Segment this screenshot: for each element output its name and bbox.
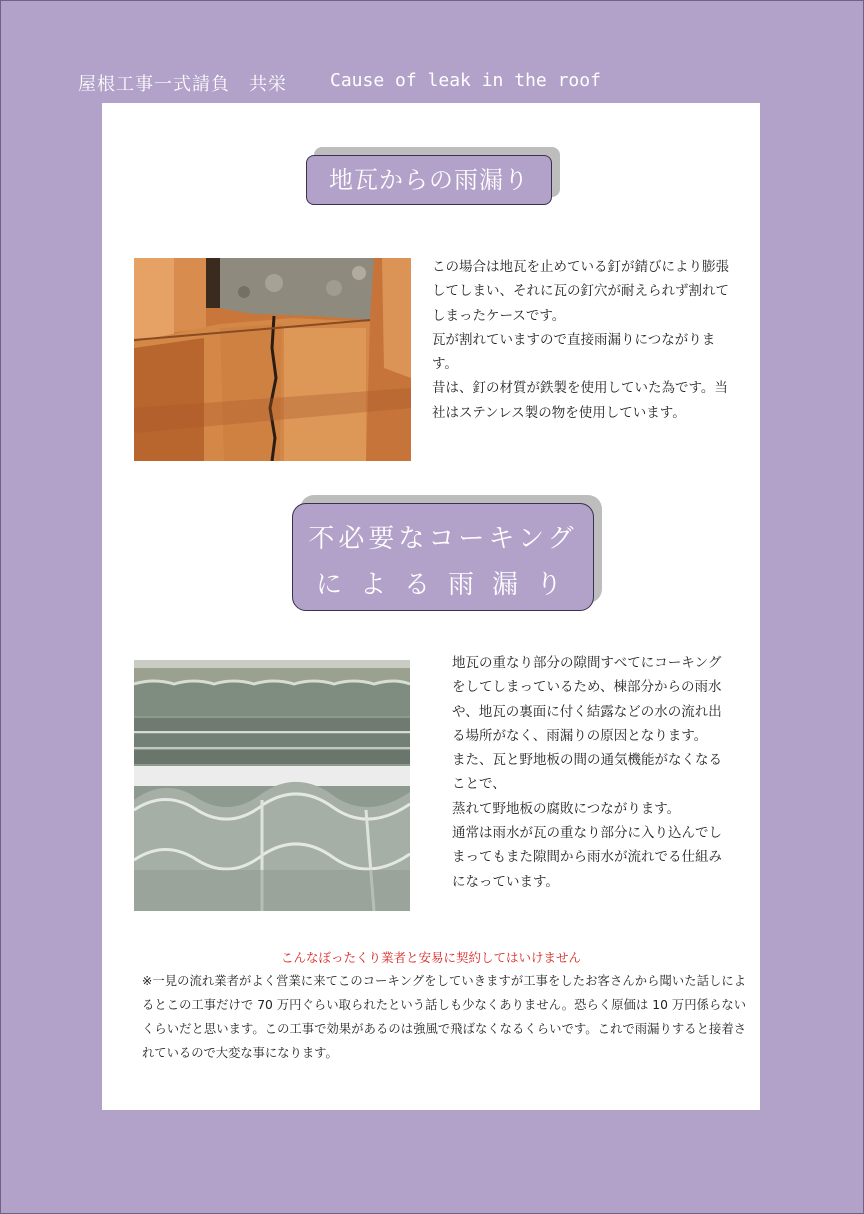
section2-paragraph: 蒸れて野地板の腐敗につながります。 xyxy=(452,800,681,817)
warning-title: こんなぼったくり業者と安易に契約してはいけません xyxy=(280,950,581,965)
section1-paragraph: この場合は地瓦を止めている釘が錆びにより膨張してしまい、それに瓦の釘穴が耐えられず割れてしまったケースです。 xyxy=(432,259,729,324)
section1-text xyxy=(432,255,740,425)
caulked-tiles-photo xyxy=(134,660,410,911)
section1-paragraph: 昔は、釘の材質が鉄製を使用していた為です。当社はステンレス製の物を使用しています。 xyxy=(432,380,728,421)
warning-body: ※一見の流れ業者がよく営業に来てこのコーキングをしていきますが工事をしたお客さんから聞いた話しによるとこの工事だけで 70 万円ぐらい取られたという話しも少なくありません。恐らく原価は 10 万円係らないくらいだと思います。この工事で効果があるのは強風で飛ばなくなるくらいです。これで雨漏りすると接着されているので大変な事になります。 xyxy=(142,974,746,1060)
section2-title-line1: 不必要なコーキング xyxy=(308,524,578,554)
company-name: 屋根工事一式請負 共栄 xyxy=(78,74,287,95)
section2-paragraph: 地瓦の重なり部分の隙間すべてにコーキングをしてしまっているため、棟部分からの雨水や、地瓦の裏面に付く結露などの水の流れ出る場所がなく、雨漏りの原因となります。 xyxy=(452,655,722,744)
header-subtitle: Cause of leak in the roof xyxy=(330,70,601,91)
section2-title xyxy=(292,503,594,611)
section2-title-line2: による雨漏り xyxy=(315,570,580,600)
section1-paragraph: 瓦が割れていますので直接雨漏りにつながります。 xyxy=(432,331,716,373)
page-header xyxy=(78,70,778,96)
section2-paragraph: また、瓦と野地板の間の通気機能がなくなることで、 xyxy=(452,752,722,793)
section2-paragraph: 通常は雨水が瓦の重なり部分に入り込んでしまってもまた隙間から雨水が流れでる仕組みになっています。 xyxy=(452,825,722,890)
section2-text xyxy=(452,651,728,894)
section1-title: 地瓦からの雨漏り xyxy=(306,155,552,205)
content-page xyxy=(102,103,760,1110)
cracked-tile-photo xyxy=(134,258,411,461)
